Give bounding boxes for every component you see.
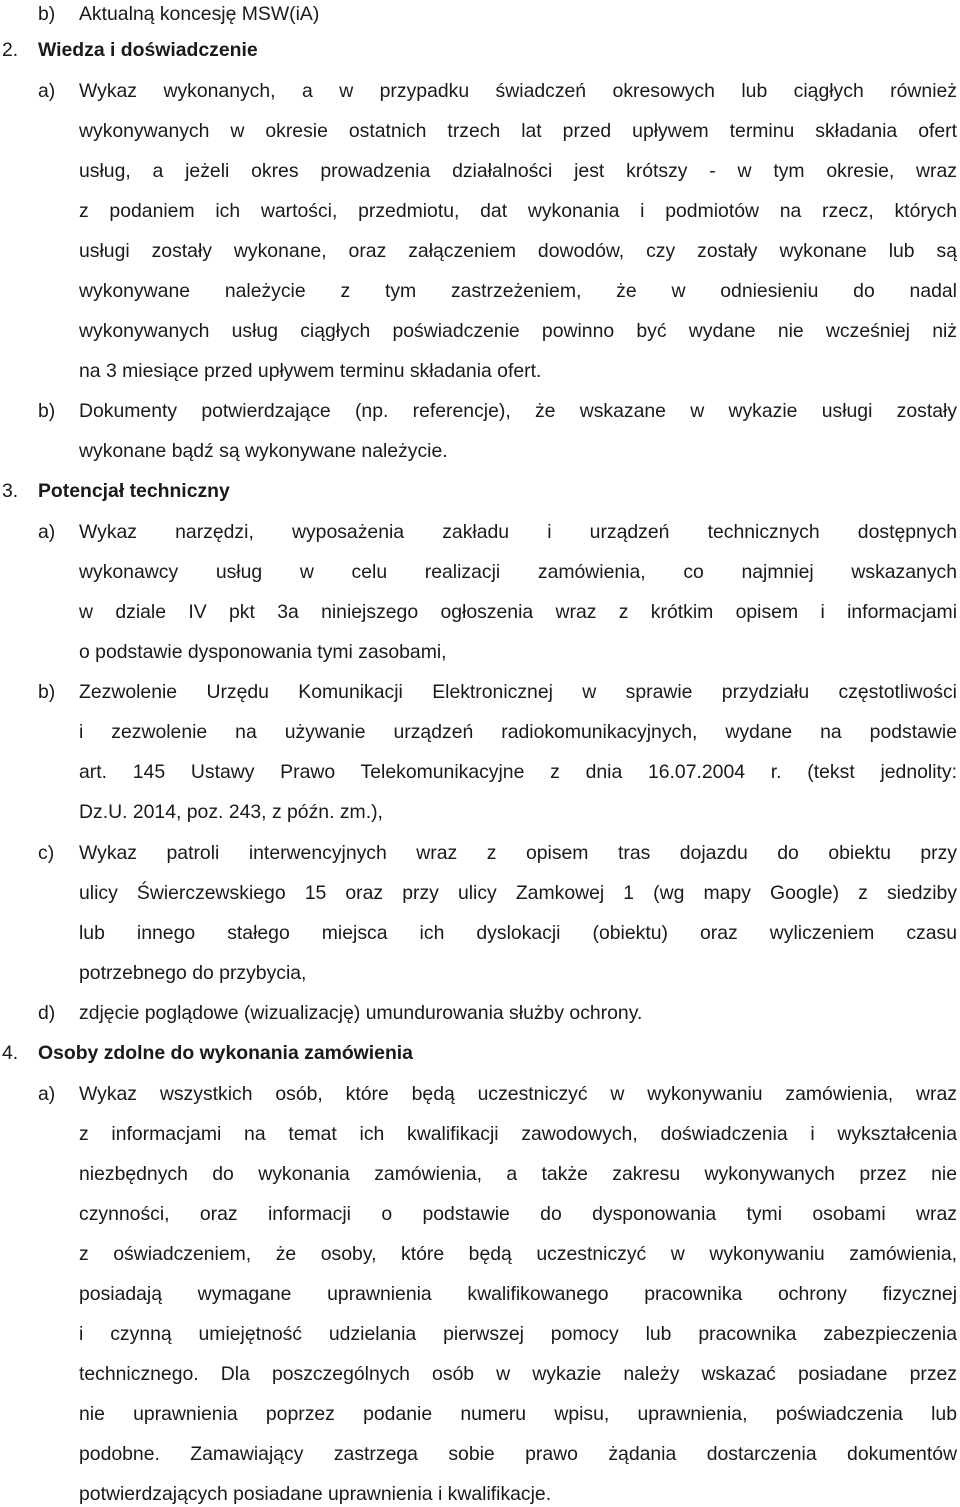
paragraph-line: Wykaz narzędzi, wyposażenia zakładu i urządzeń technicznych dostępnych [79, 521, 957, 543]
paragraph-line: Wykaz wykonanych, a w przypadku świadczeń okresowych lub ciągłych również [79, 80, 957, 102]
section-number: 4. [2, 1042, 19, 1064]
paragraph-line: nie uprawnienia poprzez podanie numeru wpisu, uprawnienia, poświadczenia lub [79, 1403, 957, 1425]
item-label-b: b) [38, 3, 56, 25]
item-label-c: c) [38, 842, 55, 864]
paragraph-line: usługi zostały wykonane, oraz załączeniem dowodów, czy zostały wykonane lub są [79, 240, 957, 262]
paragraph-line: z podaniem ich wartości, przedmiotu, dat wykonania i podmiotów na rzecz, których [79, 200, 957, 222]
section-number: 3. [2, 480, 19, 502]
paragraph-line: i zezwolenie na używanie urządzeń radiokomunikacyjnych, wydane na podstawie [79, 721, 957, 743]
paragraph-line: zdjęcie poglądowe (wizualizację) umundurowania służby ochrony. [79, 1002, 643, 1024]
section-heading: Wiedza i doświadczenie [38, 39, 258, 61]
item-label-d: d) [38, 1002, 56, 1024]
paragraph-line: w dziale IV pkt 3a niniejszego ogłoszenia wraz z krótkim opisem i informacjami [79, 601, 957, 623]
item-label-b: b) [38, 400, 56, 422]
item-label-a: a) [38, 521, 56, 543]
paragraph-line: o podstawie dysponowania tymi zasobami, [79, 641, 447, 663]
paragraph-line: wykonawcy usług w celu realizacji zamówienia, co najmniej wskazanych [79, 561, 957, 583]
paragraph-line: z informacjami na temat ich kwalifikacji zawodowych, doświadczenia i wykształcenia [79, 1123, 957, 1145]
paragraph-line: usług, a jeżeli okres prowadzenia działalności jest krótszy - w tym okresie, wraz [79, 160, 957, 182]
section-heading: Potencjał techniczny [38, 480, 230, 502]
item-text: Aktualną koncesję MSW(iA) [79, 3, 320, 25]
item-label-a: a) [38, 1083, 56, 1105]
paragraph-line: ulicy Świerczewskiego 15 oraz przy ulicy Zamkowej 1 (wg mapy Google) z siedziby [79, 882, 957, 904]
paragraph-line: Wykaz wszystkich osób, które będą uczestniczyć w wykonywaniu zamówienia, wraz [79, 1083, 957, 1105]
paragraph-line: niezbędnych do wykonania zamówienia, a także zakresu wykonywanych przez nie [79, 1163, 957, 1185]
paragraph-line: i czynną umiejętność udzielania pierwszej pomocy lub pracownika zabezpieczenia [79, 1323, 957, 1345]
paragraph-line: Zezwolenie Urzędu Komunikacji Elektronicznej w sprawie przydziału częstotliwości [79, 681, 957, 703]
item-label-a: a) [38, 80, 56, 102]
paragraph-line: czynności, oraz informacji o podstawie do dysponowania tymi osobami wraz [79, 1203, 957, 1225]
paragraph-line: potrzebnego do przybycia, [79, 962, 307, 984]
item-label-b: b) [38, 681, 56, 703]
paragraph-line: wykonywanych usług ciągłych poświadczenie powinno być wydane nie wcześniej niż [79, 320, 957, 342]
paragraph-line: z oświadczeniem, że osoby, które będą uczestniczyć w wykonywaniu zamówienia, [79, 1243, 957, 1265]
paragraph-line: technicznego. Dla poszczególnych osób w wykazie należy wskazać posiadane przez [79, 1363, 957, 1385]
paragraph-line: wykonywanych w okresie ostatnich trzech lat przed upływem terminu składania ofert [79, 120, 957, 142]
paragraph-line: wykonane bądź są wykonywane należycie. [79, 440, 448, 462]
paragraph-line: Wykaz patroli interwencyjnych wraz z opisem tras dojazdu do obiektu przy [79, 842, 957, 864]
section-heading: Osoby zdolne do wykonania zamówienia [38, 1042, 413, 1064]
paragraph-line: Dz.U. 2014, poz. 243, z późn. zm.), [79, 801, 383, 823]
paragraph-line: lub innego stałego miejsca ich dyslokacji (obiektu) oraz wyliczeniem czasu [79, 922, 957, 944]
paragraph-line: posiadają wymagane uprawnienia kwalifikowanego pracownika ochrony fizycznej [79, 1283, 957, 1305]
section-number: 2. [2, 39, 19, 61]
paragraph-line: wykonywane należycie z tym zastrzeżeniem, że w odniesieniu do nadal [79, 280, 957, 302]
paragraph-line: podobne. Zamawiający zastrzega sobie prawo żądania dostarczenia dokumentów [79, 1443, 957, 1465]
paragraph-line: Dokumenty potwierdzające (np. referencje), że wskazane w wykazie usługi zostały [79, 400, 957, 422]
paragraph-line: art. 145 Ustawy Prawo Telekomunikacyjne z dnia 16.07.2004 r. (tekst jednolity: [79, 761, 957, 783]
paragraph-line: na 3 miesiące przed upływem terminu składania ofert. [79, 360, 542, 382]
paragraph-line: potwierdzających posiadane uprawnienia i kwalifikacje. [79, 1483, 552, 1505]
